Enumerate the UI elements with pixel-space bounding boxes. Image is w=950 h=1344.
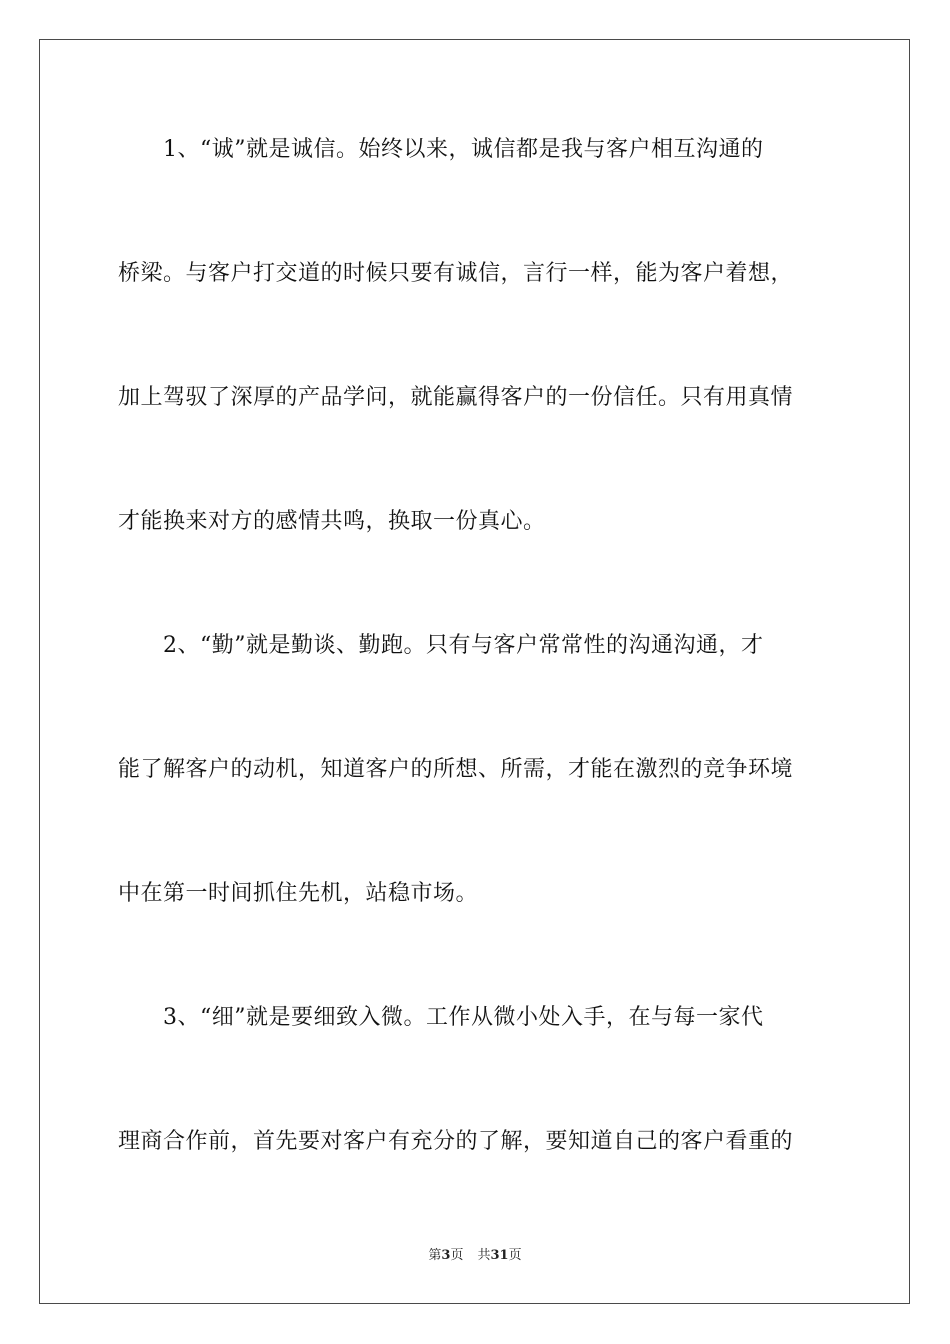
text-line-1: 1、“诚”就是诚信。始终以来，诚信都是我与客户相互沟通的	[118, 137, 764, 162]
page-suffix: 页	[450, 1248, 464, 1263]
text-line-8: 3、“细”就是要细致入微。工作从微小处入手，在与每一家代	[118, 1005, 764, 1030]
page-footer	[0, 1247, 950, 1265]
text-line-7: 中在第一时间抓住先机，站稳市场。	[118, 881, 479, 906]
text-line-6: 能了解客户的动机，知道客户的所想、所需，才能在激烈的竞争环境	[118, 757, 794, 782]
text-line-4: 才能换来对方的感情共鸣，换取一份真心。	[118, 509, 546, 534]
total-pages: 31	[490, 1248, 509, 1263]
total-suffix: 页	[508, 1248, 522, 1263]
text-line-9: 理商合作前，首先要对客户有充分的了解，要知道自己的客户看重的	[118, 1129, 794, 1154]
text-line-3: 加上驾驭了深厚的产品学问，就能赢得客户的一份信任。只有用真情	[118, 385, 794, 410]
page-border	[39, 39, 910, 1304]
page-number: 3	[441, 1248, 451, 1263]
text-line-2: 桥梁。与客户打交道的时候只要有诚信，言行一样，能为客户着想，	[118, 261, 794, 286]
text-line-5: 2、“勤”就是勤谈、勤跑。只有与客户常常性的沟通沟通，才	[118, 633, 764, 658]
total-prefix: 共	[477, 1248, 491, 1263]
page-prefix: 第	[428, 1248, 442, 1263]
